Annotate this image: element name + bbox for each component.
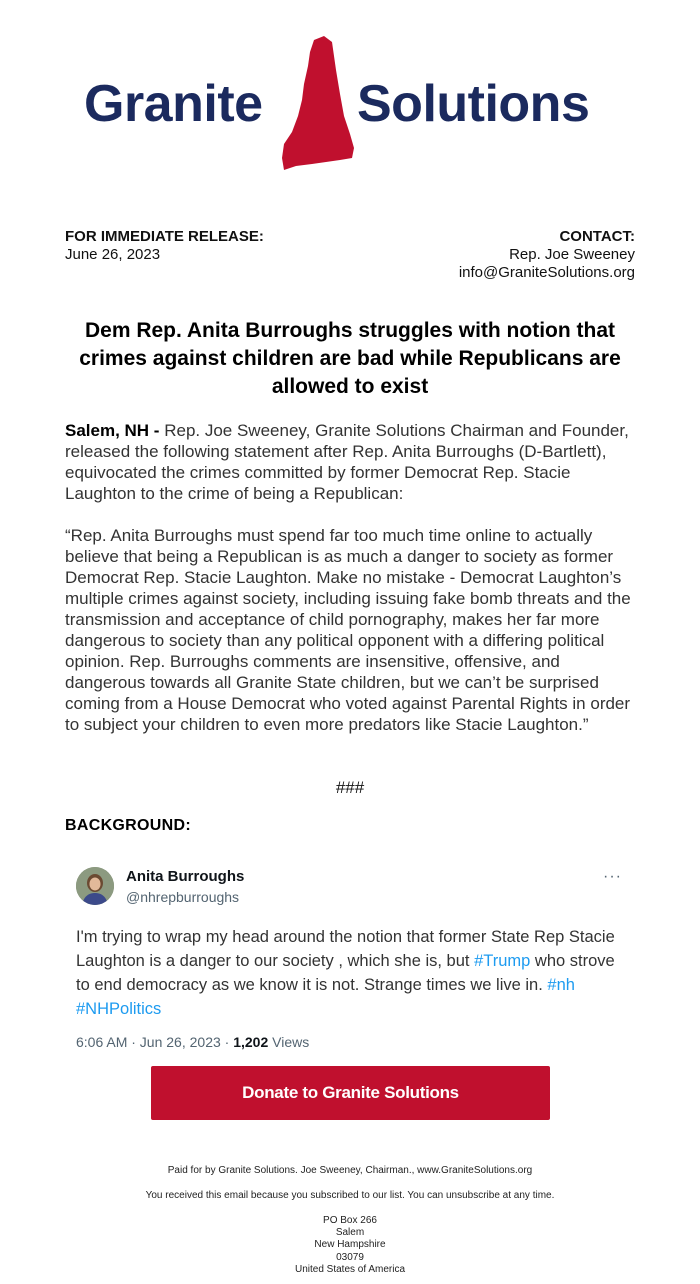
paragraph-1-text: Rep. Joe Sweeney, Granite Solutions Chairman and Founder, released the following statement after Rep. Anita Burroughs (D-Bartlett), equivocated the crimes committed by former Democrat Rep. Stacie Laughton to the crime of being a Republican: — [65, 421, 629, 503]
contact-name: Rep. Joe Sweeney — [509, 246, 635, 263]
tweet-views-label: Views — [268, 1034, 310, 1050]
tweet-text-part-1: I'm trying to wrap my head around the notion that former State Rep Stacie Laughton is a danger to our society , which she is, but — [76, 928, 615, 970]
release-info — [65, 228, 264, 264]
tweet-author-handle[interactable]: @nhrepburroughs — [126, 889, 240, 905]
donate-button[interactable]: Donate to Granite Solutions — [151, 1066, 550, 1120]
tweet-time-date: 6:06 AM · Jun 26, 2023 · — [76, 1034, 234, 1050]
avatar-photo-icon — [76, 867, 114, 905]
body-paragraph-quote: “Rep. Anita Burroughs must spend far too much time online to actually believe that being a Republican is as much a danger to society as former Democrat Rep. Stacie Laughton. Make no mistake - Democrat Laughton’s multiple crimes against society, including issuing fake bomb threats and the transmission and acceptance of child pornography, makes her far more dangerous to society than any political opponent with a differing political opinion. Rep. Burroughs comments are insensitive, offensive, and dangerous towards all Granite State children, but we can’t be surprised coming from a House Democrat who voted against Parental Rights in order to subject your children to even more predators like Stacie Laughton.” — [65, 526, 631, 734]
tweet-text — [76, 925, 631, 1021]
end-marker: ### — [335, 778, 365, 797]
address-line-country: United States of America — [294, 1263, 406, 1275]
tweet-timestamp[interactable] — [76, 1034, 309, 1050]
dateline: Salem, NH - — [65, 421, 160, 440]
address-line-po-box: PO Box 266 — [323, 1215, 377, 1226]
embedded-tweet[interactable] — [62, 850, 640, 1058]
tweet-text-part-2: who strove to end democracy as we know it is not. Strange times we live in. — [76, 952, 615, 994]
address-line-state: New Hampshire — [314, 1239, 386, 1251]
subscription-notice: You received this email because you subscribed to our list. You can unsubscribe at any time. — [145, 1190, 555, 1201]
logo-word-solutions: Solutions — [357, 75, 590, 133]
press-release-headline: Dem Rep. Anita Burroughs struggles with notion that crimes against children are bad while Republicans are allowed to exist — [79, 319, 621, 398]
contact-label: CONTACT: — [559, 228, 635, 245]
paid-for-disclaimer: Paid for by Granite Solutions. Joe Sweeney, Chairman., www.GraniteSolutions.org — [167, 1165, 533, 1176]
release-label: FOR IMMEDIATE RELEASE: — [65, 228, 264, 245]
avatar[interactable] — [76, 867, 114, 905]
release-date: June 26, 2023 — [65, 246, 161, 263]
contact-info — [459, 228, 635, 282]
body-paragraph-1 — [65, 420, 640, 504]
contact-email: info@GraniteSolutions.org — [458, 264, 635, 281]
hashtag-nh[interactable]: #nh — [547, 976, 575, 994]
logo-word-granite: Granite — [84, 75, 263, 133]
granite-solutions-logo — [0, 0, 700, 190]
hashtag-trump[interactable]: #Trump — [474, 952, 531, 970]
background-heading: BACKGROUND: — [65, 817, 191, 834]
address-line-zip: 03079 — [336, 1251, 364, 1263]
address-line-city: Salem — [335, 1227, 365, 1239]
hashtag-nhpolitics[interactable]: #NHPolitics — [76, 1000, 162, 1018]
mailing-address — [0, 1215, 700, 1276]
more-options-icon[interactable]: ··· — [603, 868, 622, 885]
tweet-author-name[interactable]: Anita Burroughs — [126, 868, 245, 885]
new-hampshire-state-icon — [278, 36, 358, 172]
tweet-views-count: 1,202 — [233, 1034, 269, 1050]
